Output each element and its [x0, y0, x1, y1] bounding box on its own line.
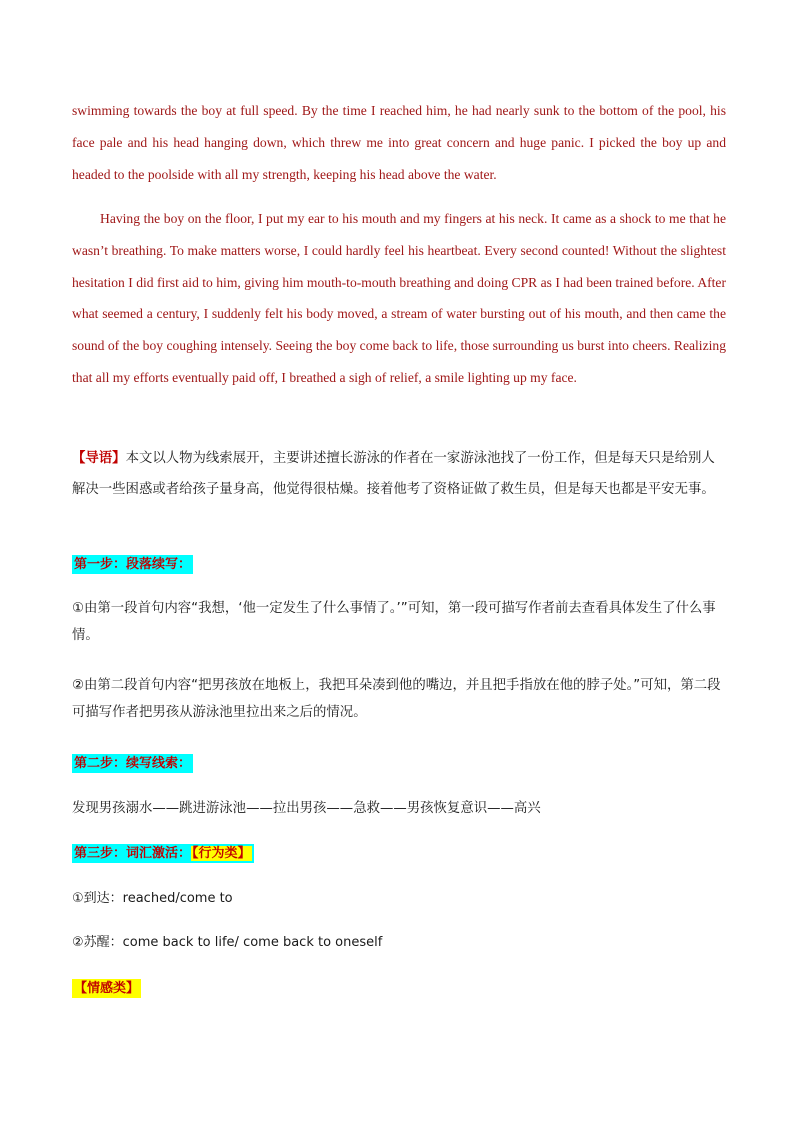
step3-heading-text: 第三步：词汇激活： [74, 846, 192, 861]
step1-heading: 第一步：段落续写： [74, 557, 192, 572]
intro-paragraph [72, 443, 724, 505]
category-emotion-label: 【情感类】 [74, 981, 140, 996]
step1-item-2: ②由第二段首句内容“把男孩放在地板上，我把耳朵凑到他的嘴边，并且把手指放在他的脖子处。”可知，第二段可描写作者把男孩从游泳池里拉出来之后的情况。 [72, 678, 721, 720]
category-action-label: 【行为类】 [192, 846, 251, 861]
step3-heading [72, 844, 254, 863]
vocab-item-1: ①到达：reached/come to [72, 891, 233, 906]
essay-paragraph-1: swimming towards the boy at full speed. By the time I reached him, he had nearly sunk to the bottom of the pool, his face pale and his head hanging down, which threw me into great concern and huge panic. I picked the boy up and headed to the poolside with all my strength, keeping his head above the water. [72, 103, 726, 182]
step1-item-1: ①由第一段首句内容“我想，‘他一定发生了什么事情了。’”可知，第一段可描写作者前去查看具体发生了什么事情。 [72, 601, 716, 643]
step2-heading: 第二步：续写线索： [74, 756, 192, 771]
step2-clue: 发现男孩溺水——跳进游泳池——拉出男孩——急救——男孩恢复意识——高兴 [72, 801, 541, 816]
vocab-item-2: ②苏醒：come back to life/ come back to oneself [72, 935, 383, 950]
essay-paragraph-2: Having the boy on the floor, I put my ear to his mouth and my fingers at his neck. It came as a shock to me that he wasn’t breathing. To make matters worse, I could hardly feel his heartbeat. Every second counted! Without the slightest hesitation I did first aid to him, giving him mouth-to-mouth breathing and doing CPR as I had been trained before. After what seemed a century, I suddenly felt his body moved, a stream of water bursting out of his mouth, and then came the sound of the boy coughing intensely. Seeing the boy come back to life, those surrounding us burst into cheers. Realizing that all my efforts eventually paid off, I breathed a sigh of relief, a smile lighting up my face. [72, 211, 726, 385]
intro-tag: 【导语】 [72, 451, 126, 466]
intro-text: 本文以人物为线索展开，主要讲述擅长游泳的作者在一家游泳池找了一份工作，但是每天只是给别人解决一些困惑或者给孩子量身高，他觉得很枯燥。接着他考了资格证做了救生员，但是每天也都是平安无事。 [72, 451, 715, 497]
